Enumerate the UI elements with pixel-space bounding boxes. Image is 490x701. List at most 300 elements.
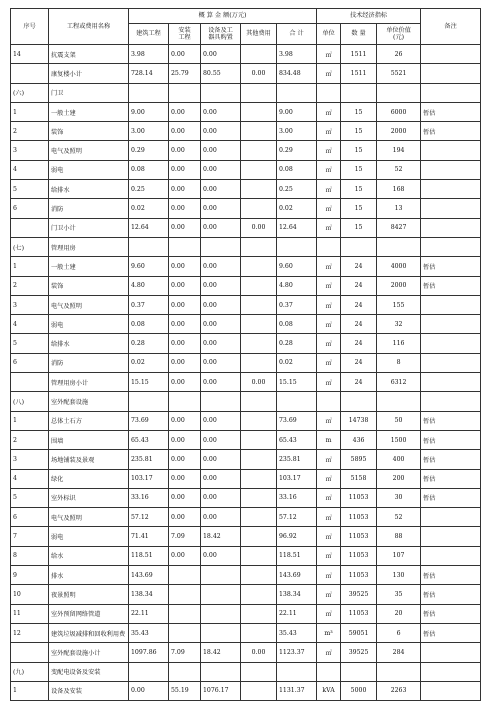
- table-row: [11, 315, 481, 334]
- cell-unit: [317, 662, 341, 681]
- cell-seq: 11: [11, 604, 49, 623]
- table-row: [11, 527, 481, 546]
- cell-unit: ㎡: [317, 141, 341, 160]
- cell-other: [241, 180, 277, 199]
- cell-quantity: 1511: [341, 45, 377, 64]
- cell-unit-value: 2000: [377, 276, 421, 295]
- cell-unit: ㎡: [317, 295, 341, 314]
- cell-equipment: 0.00: [201, 430, 241, 449]
- cell-total: 96.92: [277, 527, 317, 546]
- cell-other: [241, 508, 277, 527]
- cell-unit-value: 88: [377, 527, 421, 546]
- cell-other: [241, 315, 277, 334]
- cell-building: 12.64: [129, 218, 169, 237]
- table-row: [11, 218, 481, 237]
- cell-other: [241, 102, 277, 121]
- cell-building: 65.43: [129, 430, 169, 449]
- cell-equipment: [201, 83, 241, 102]
- cell-other: [241, 83, 277, 102]
- cell-unit: [317, 392, 341, 411]
- header-row-top: [11, 9, 481, 24]
- table-row: [11, 180, 481, 199]
- cell-remark: 暂估: [421, 257, 481, 276]
- cell-other: [241, 141, 277, 160]
- cell-equipment: 0.00: [201, 102, 241, 121]
- cell-quantity: 14738: [341, 411, 377, 430]
- cell-unit-value: 4000: [377, 257, 421, 276]
- cell-total: 0.29: [277, 141, 317, 160]
- header-building: 建筑工程: [129, 24, 169, 45]
- cell-remark: [421, 64, 481, 83]
- table-row: [11, 392, 481, 411]
- cell-quantity: 15: [341, 102, 377, 121]
- cell-quantity: 39525: [341, 585, 377, 604]
- cell-unit-value: 20: [377, 604, 421, 623]
- cell-install: 0.00: [169, 160, 201, 179]
- cell-other: [241, 623, 277, 642]
- cell-unit-value: 284: [377, 643, 421, 662]
- cell-unit-value: 200: [377, 469, 421, 488]
- cell-name: 室外标识: [49, 488, 129, 507]
- cell-install: 0.00: [169, 122, 201, 141]
- estimate-sheet: [10, 8, 480, 701]
- table-row: [11, 199, 481, 218]
- cell-name: 设备及安装: [49, 681, 129, 700]
- cell-seq: 1: [11, 102, 49, 121]
- cell-remark: [421, 83, 481, 102]
- cell-install: 0.00: [169, 315, 201, 334]
- cell-seq: [11, 64, 49, 83]
- cell-install: [169, 566, 201, 585]
- cell-remark: [421, 353, 481, 372]
- cell-other: [241, 604, 277, 623]
- header-estimate: 概 算 金 额(万元): [129, 9, 317, 24]
- cell-unit: ㎡: [317, 373, 341, 392]
- cell-seq: [11, 218, 49, 237]
- cell-install: 0.00: [169, 295, 201, 314]
- cell-total: 143.69: [277, 566, 317, 585]
- cell-name: 室外预留网络管道: [49, 604, 129, 623]
- cell-remark: 暂估: [421, 488, 481, 507]
- cell-unit-value: [377, 83, 421, 102]
- cell-unit-value: 116: [377, 334, 421, 353]
- cell-name: 给排水: [49, 180, 129, 199]
- cell-equipment: 0.00: [201, 180, 241, 199]
- cell-remark: [421, 199, 481, 218]
- cell-unit: m³: [317, 623, 341, 642]
- cell-other: [241, 160, 277, 179]
- cell-total: 0.08: [277, 160, 317, 179]
- cell-remark: 暂估: [421, 566, 481, 585]
- cell-name: 门卫: [49, 83, 129, 102]
- cell-name: 一般土建: [49, 102, 129, 121]
- cell-quantity: 5000: [341, 681, 377, 700]
- cell-total: 0.08: [277, 315, 317, 334]
- cell-install: 0.00: [169, 45, 201, 64]
- cell-remark: [421, 218, 481, 237]
- cell-unit: ㎡: [317, 45, 341, 64]
- cell-total: 0.28: [277, 334, 317, 353]
- cell-unit-value: 130: [377, 566, 421, 585]
- cell-total: [277, 83, 317, 102]
- cell-unit: ㎡: [317, 604, 341, 623]
- cell-install: 55.19: [169, 681, 201, 700]
- cell-remark: 暂估: [421, 585, 481, 604]
- cell-quantity: 24: [341, 373, 377, 392]
- header-equipment: 设备及工 器具购置: [201, 24, 241, 45]
- cell-name: 围墙: [49, 430, 129, 449]
- cell-building: 138.34: [129, 585, 169, 604]
- table-row: [11, 430, 481, 449]
- cell-building: 235.81: [129, 450, 169, 469]
- cell-install: 0.00: [169, 141, 201, 160]
- cell-seq: (九): [11, 662, 49, 681]
- cell-total: 3.98: [277, 45, 317, 64]
- cell-unit-value: 5521: [377, 64, 421, 83]
- cell-quantity: [341, 662, 377, 681]
- cell-other: [241, 353, 277, 372]
- cell-unit-value: 155: [377, 295, 421, 314]
- table-row: [11, 469, 481, 488]
- cell-quantity: 24: [341, 295, 377, 314]
- header-unit: 单位: [317, 24, 341, 45]
- cell-install: [169, 662, 201, 681]
- cell-quantity: 24: [341, 257, 377, 276]
- cell-building: 0.00: [129, 681, 169, 700]
- cell-unit: ㎡: [317, 122, 341, 141]
- cell-remark: [421, 160, 481, 179]
- cell-other: [241, 392, 277, 411]
- cell-building: 3.00: [129, 122, 169, 141]
- cell-install: [169, 604, 201, 623]
- cell-seq: (八): [11, 392, 49, 411]
- cell-unit-value: 6000: [377, 102, 421, 121]
- table-row: [11, 662, 481, 681]
- cell-unit-value: 168: [377, 180, 421, 199]
- cell-name: 绿化: [49, 469, 129, 488]
- cell-building: 33.16: [129, 488, 169, 507]
- cell-building: 0.28: [129, 334, 169, 353]
- cell-equipment: [201, 623, 241, 642]
- cell-remark: 暂估: [421, 604, 481, 623]
- table-row: [11, 604, 481, 623]
- cell-remark: 暂估: [421, 122, 481, 141]
- cell-total: 0.02: [277, 353, 317, 372]
- cell-seq: [11, 643, 49, 662]
- cell-seq: 3: [11, 141, 49, 160]
- cell-seq: 10: [11, 585, 49, 604]
- cell-building: 0.29: [129, 141, 169, 160]
- table-row: [11, 102, 481, 121]
- cell-total: 65.43: [277, 430, 317, 449]
- cell-install: 0.00: [169, 199, 201, 218]
- cell-other: 0.00: [241, 64, 277, 83]
- cell-total: 1123.37: [277, 643, 317, 662]
- cell-equipment: 0.00: [201, 334, 241, 353]
- cell-building: 728.14: [129, 64, 169, 83]
- header-remark: 备注: [421, 9, 481, 45]
- cell-unit: ㎡: [317, 488, 341, 507]
- cell-quantity: 15: [341, 160, 377, 179]
- cell-quantity: 24: [341, 334, 377, 353]
- cell-building: 143.69: [129, 566, 169, 585]
- cell-building: 4.80: [129, 276, 169, 295]
- cell-remark: [421, 508, 481, 527]
- cell-total: 35.43: [277, 623, 317, 642]
- cell-total: 9.60: [277, 257, 317, 276]
- table-row: [11, 508, 481, 527]
- table-row: [11, 237, 481, 256]
- cell-total: 12.64: [277, 218, 317, 237]
- cell-install: 0.00: [169, 353, 201, 372]
- cell-seq: 1: [11, 681, 49, 700]
- cell-install: 0.00: [169, 276, 201, 295]
- cell-equipment: 0.00: [201, 160, 241, 179]
- cell-total: 0.25: [277, 180, 317, 199]
- cell-quantity: [341, 83, 377, 102]
- cell-unit: ㎡: [317, 218, 341, 237]
- cell-unit-value: 8: [377, 353, 421, 372]
- cell-building: [129, 237, 169, 256]
- cell-seq: (六): [11, 83, 49, 102]
- table-row: [11, 122, 481, 141]
- cell-quantity: 39525: [341, 643, 377, 662]
- cell-equipment: 0.00: [201, 276, 241, 295]
- cell-seq: 2: [11, 276, 49, 295]
- cell-unit-value: 52: [377, 160, 421, 179]
- cell-other: [241, 662, 277, 681]
- cell-unit: ㎡: [317, 411, 341, 430]
- cell-seq: 1: [11, 257, 49, 276]
- cell-name: 电气及照明: [49, 141, 129, 160]
- table-row: [11, 546, 481, 565]
- cell-building: 103.17: [129, 469, 169, 488]
- cell-building: 0.37: [129, 295, 169, 314]
- cell-equipment: 0.00: [201, 469, 241, 488]
- cell-remark: [421, 237, 481, 256]
- cell-quantity: 24: [341, 353, 377, 372]
- cell-quantity: 15: [341, 122, 377, 141]
- cell-total: 138.34: [277, 585, 317, 604]
- cell-equipment: [201, 566, 241, 585]
- cell-equipment: 0.00: [201, 353, 241, 372]
- table-row: [11, 257, 481, 276]
- cell-unit: m: [317, 430, 341, 449]
- cell-equipment: [201, 662, 241, 681]
- cell-unit: ㎡: [317, 160, 341, 179]
- table-row: [11, 64, 481, 83]
- cell-seq: (七): [11, 237, 49, 256]
- cell-remark: 暂估: [421, 450, 481, 469]
- cell-name: 装饰: [49, 122, 129, 141]
- cell-name: 消防: [49, 199, 129, 218]
- cell-install: [169, 237, 201, 256]
- cell-unit-value: [377, 237, 421, 256]
- cell-unit: ㎡: [317, 643, 341, 662]
- cell-name: 电气及照明: [49, 508, 129, 527]
- table-row: [11, 681, 481, 700]
- cell-other: 0.00: [241, 643, 277, 662]
- table-row: [11, 585, 481, 604]
- cell-seq: 4: [11, 160, 49, 179]
- header-total: 合 计: [277, 24, 317, 45]
- cell-other: [241, 411, 277, 430]
- cell-equipment: 18.42: [201, 527, 241, 546]
- cell-name: 弱电: [49, 315, 129, 334]
- cell-building: 35.43: [129, 623, 169, 642]
- cell-quantity: 5158: [341, 469, 377, 488]
- cell-quantity: 15: [341, 199, 377, 218]
- header-seq: 序号: [11, 9, 49, 45]
- cell-seq: 2: [11, 122, 49, 141]
- cell-building: 0.02: [129, 199, 169, 218]
- cell-total: 33.16: [277, 488, 317, 507]
- cell-seq: 14: [11, 45, 49, 64]
- cell-name: 消防: [49, 353, 129, 372]
- cell-other: [241, 199, 277, 218]
- cell-quantity: 11053: [341, 546, 377, 565]
- cell-total: 834.48: [277, 64, 317, 83]
- cell-seq: 5: [11, 488, 49, 507]
- table-row: [11, 643, 481, 662]
- cell-install: 0.00: [169, 180, 201, 199]
- cell-unit: ㎡: [317, 508, 341, 527]
- cell-unit: ㎡: [317, 64, 341, 83]
- cell-equipment: 0.00: [201, 257, 241, 276]
- cell-total: 22.11: [277, 604, 317, 623]
- cell-seq: 6: [11, 508, 49, 527]
- cell-install: 7.09: [169, 527, 201, 546]
- cell-name: 室外配套设施: [49, 392, 129, 411]
- cell-equipment: 0.00: [201, 218, 241, 237]
- cell-name: 排水: [49, 566, 129, 585]
- cell-unit: ㎡: [317, 276, 341, 295]
- table-row: [11, 373, 481, 392]
- cell-seq: 9: [11, 566, 49, 585]
- cell-unit-value: 26: [377, 45, 421, 64]
- cell-total: 0.02: [277, 199, 317, 218]
- cell-name: 弱电: [49, 527, 129, 546]
- cell-quantity: 436: [341, 430, 377, 449]
- cell-building: 118.51: [129, 546, 169, 565]
- cell-unit-value: [377, 662, 421, 681]
- cell-install: [169, 83, 201, 102]
- cell-install: 0.00: [169, 488, 201, 507]
- cell-seq: 5: [11, 180, 49, 199]
- cell-other: [241, 334, 277, 353]
- cell-seq: 1: [11, 411, 49, 430]
- cell-other: [241, 122, 277, 141]
- cell-unit-value: 6: [377, 623, 421, 642]
- cell-building: 71.41: [129, 527, 169, 546]
- cell-equipment: [201, 585, 241, 604]
- cell-name: 给水: [49, 546, 129, 565]
- cell-equipment: 0.00: [201, 199, 241, 218]
- cell-other: [241, 681, 277, 700]
- cell-name: 康复楼小计: [49, 64, 129, 83]
- cell-other: [241, 546, 277, 565]
- cell-other: [241, 527, 277, 546]
- cell-equipment: 0.00: [201, 450, 241, 469]
- cell-quantity: 15: [341, 141, 377, 160]
- cell-install: 0.00: [169, 102, 201, 121]
- cell-total: 57.12: [277, 508, 317, 527]
- cell-unit-value: [377, 392, 421, 411]
- table-row: [11, 141, 481, 160]
- cell-quantity: 15: [341, 218, 377, 237]
- cell-install: 0.00: [169, 546, 201, 565]
- cell-name: 管理用房小计: [49, 373, 129, 392]
- cell-install: [169, 585, 201, 604]
- cell-install: 0.00: [169, 469, 201, 488]
- cell-remark: [421, 527, 481, 546]
- cell-seq: 8: [11, 546, 49, 565]
- cell-remark: [421, 315, 481, 334]
- cell-other: [241, 450, 277, 469]
- cell-other: [241, 488, 277, 507]
- table-row: [11, 411, 481, 430]
- table-row: [11, 160, 481, 179]
- cell-remark: [421, 662, 481, 681]
- cell-total: 9.00: [277, 102, 317, 121]
- table-row: [11, 276, 481, 295]
- cell-unit-value: 8427: [377, 218, 421, 237]
- cell-unit: ㎡: [317, 180, 341, 199]
- cell-quantity: 11053: [341, 508, 377, 527]
- cell-building: 0.08: [129, 160, 169, 179]
- cell-name: 一般土建: [49, 257, 129, 276]
- cell-install: [169, 623, 201, 642]
- cell-seq: 4: [11, 315, 49, 334]
- cell-name: 总体土石方: [49, 411, 129, 430]
- cell-seq: 4: [11, 469, 49, 488]
- cell-remark: 暂估: [421, 469, 481, 488]
- cell-unit: ㎡: [317, 199, 341, 218]
- cell-unit: ㎡: [317, 566, 341, 585]
- cell-total: 3.00: [277, 122, 317, 141]
- cell-remark: [421, 681, 481, 700]
- cell-other: [241, 430, 277, 449]
- cell-unit: ㎡: [317, 527, 341, 546]
- cell-name: 弱电: [49, 160, 129, 179]
- cell-other: [241, 469, 277, 488]
- cell-name: 室外配套设施小计: [49, 643, 129, 662]
- cell-seq: 6: [11, 353, 49, 372]
- cell-equipment: 18.42: [201, 643, 241, 662]
- cell-other: [241, 585, 277, 604]
- cell-total: 118.51: [277, 546, 317, 565]
- header-name: 工程或费用名称: [49, 9, 129, 45]
- cell-other: [241, 257, 277, 276]
- cell-remark: 暂估: [421, 276, 481, 295]
- cell-unit-value: 400: [377, 450, 421, 469]
- cell-remark: [421, 334, 481, 353]
- cell-remark: 暂估: [421, 411, 481, 430]
- cell-quantity: 11053: [341, 527, 377, 546]
- cell-remark: [421, 295, 481, 314]
- header-install: 安装 工程: [169, 24, 201, 45]
- cell-total: 4.80: [277, 276, 317, 295]
- table-row: [11, 488, 481, 507]
- cell-install: 0.00: [169, 411, 201, 430]
- cell-unit-value: 30: [377, 488, 421, 507]
- cell-install: 0.00: [169, 334, 201, 353]
- cell-other: [241, 295, 277, 314]
- cell-total: 1131.37: [277, 681, 317, 700]
- cell-quantity: 24: [341, 315, 377, 334]
- cell-seq: 6: [11, 199, 49, 218]
- cell-other: [241, 566, 277, 585]
